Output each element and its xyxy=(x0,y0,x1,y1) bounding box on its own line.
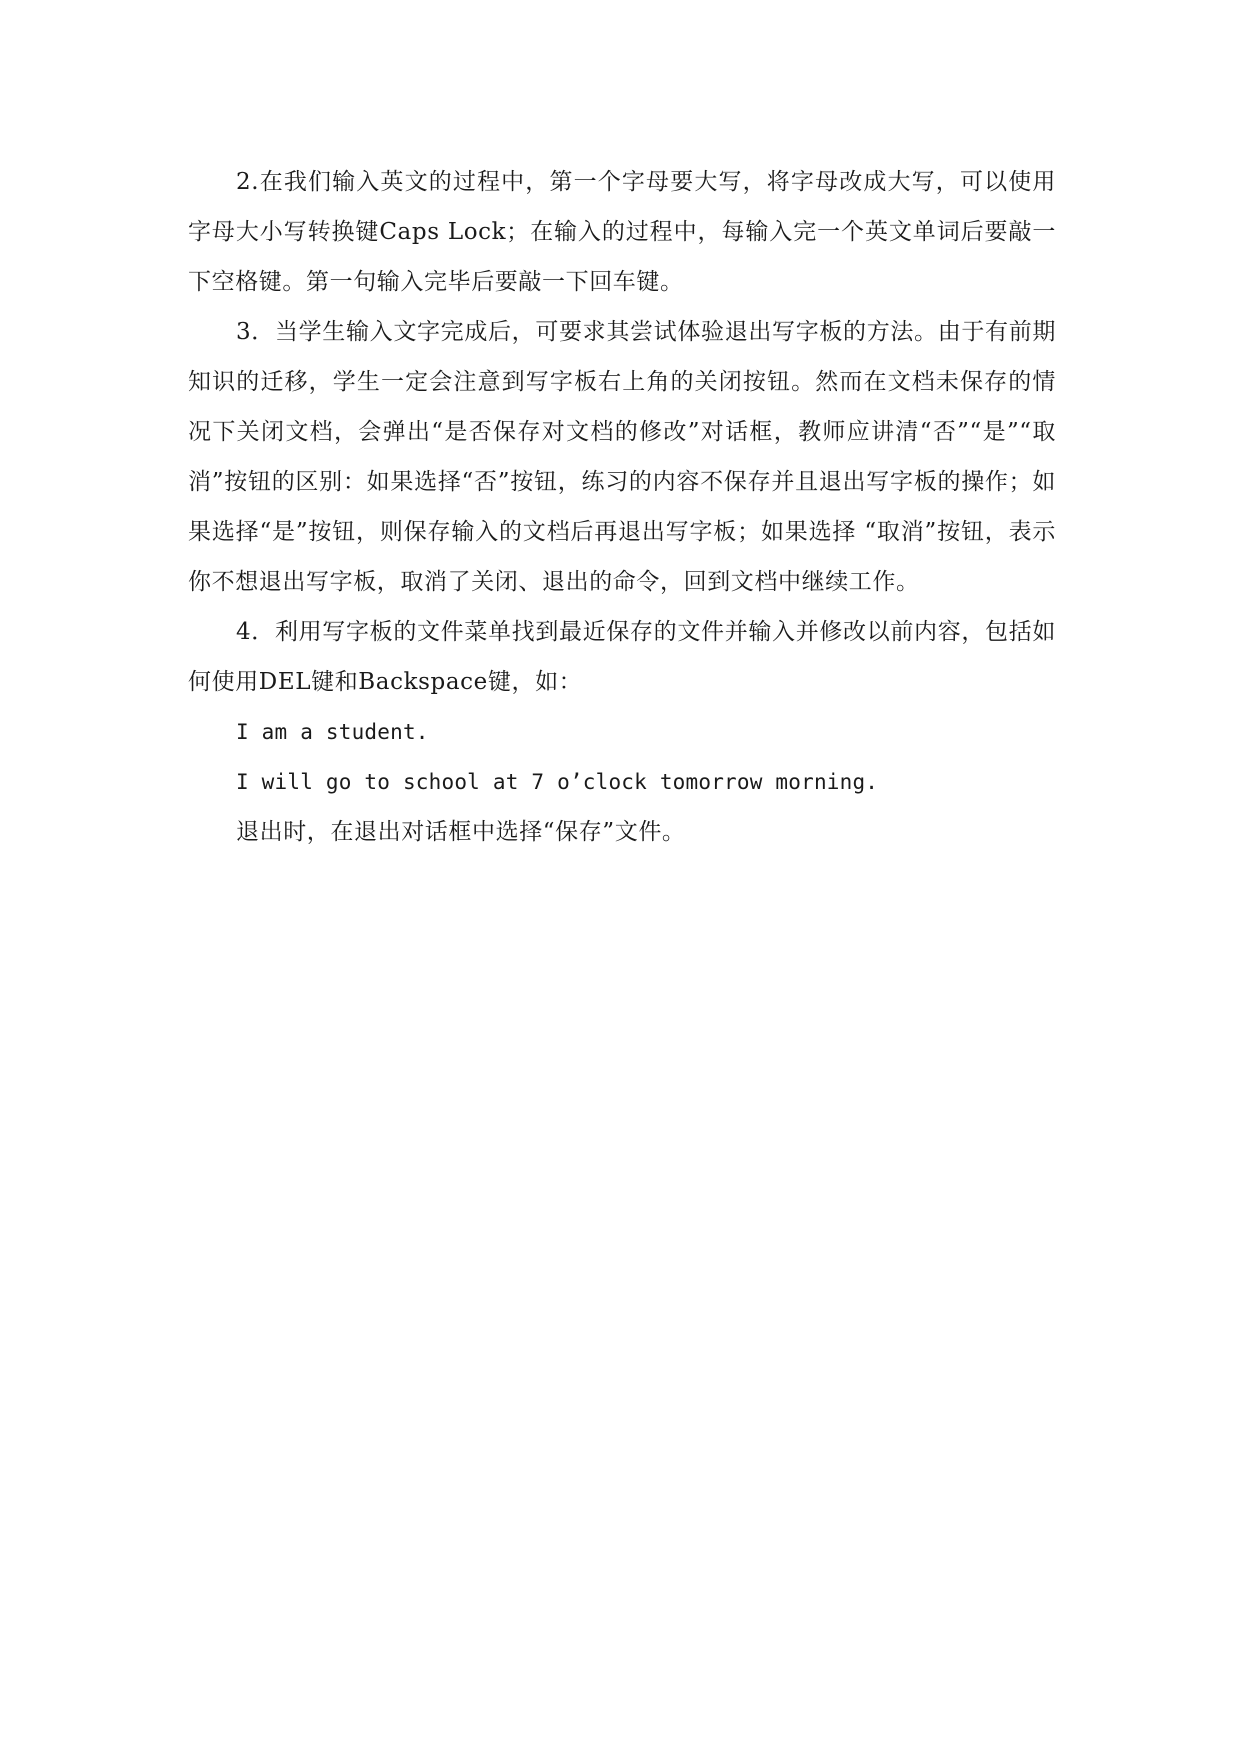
paragraph-step-2: 2.在我们输入英文的过程中，第一个字母要大写，将字母改成大写，可以使用字母大小写转换键Caps Lock；在输入的过程中，每输入完一个英文单词后要敲一下空格键。第一句输入完毕后要敲一下回车键。 xyxy=(188,169,1056,295)
example-sentence-1: I am a student. xyxy=(236,720,429,744)
paragraph-step-4: 4．利用写字板的文件菜单找到最近保存的文件并输入并修改以前内容，包括如何使用DEL键和Backspace键，如： xyxy=(188,619,1056,695)
paragraph-exit-instruction: 退出时，在退出对话框中选择“保存”文件。 xyxy=(236,819,686,845)
example-sentence-2: I will go to school at 7 o’clock tomorrow morning. xyxy=(236,770,879,794)
paragraph-step-3: 3．当学生输入文字完成后，可要求其尝试体验退出写字板的方法。由于有前期知识的迁移，学生一定会注意到写字板右上角的关闭按钮。然而在文档未保存的情况下关闭文档，会弹出“是否保存对文档的修改”对话框，教师应讲清“否”“是”“取消”按钮的区别：如果选择“否”按钮，练习的内容不保存并且退出写字板的操作；如果选择“是”按钮，则保存输入的文档后再退出写字板；如果选择 “取消”按钮，表示你不想退出写字板，取消了关闭、退出的命令，回到文档中继续工作。 xyxy=(188,319,1056,595)
document-body xyxy=(188,157,1056,857)
